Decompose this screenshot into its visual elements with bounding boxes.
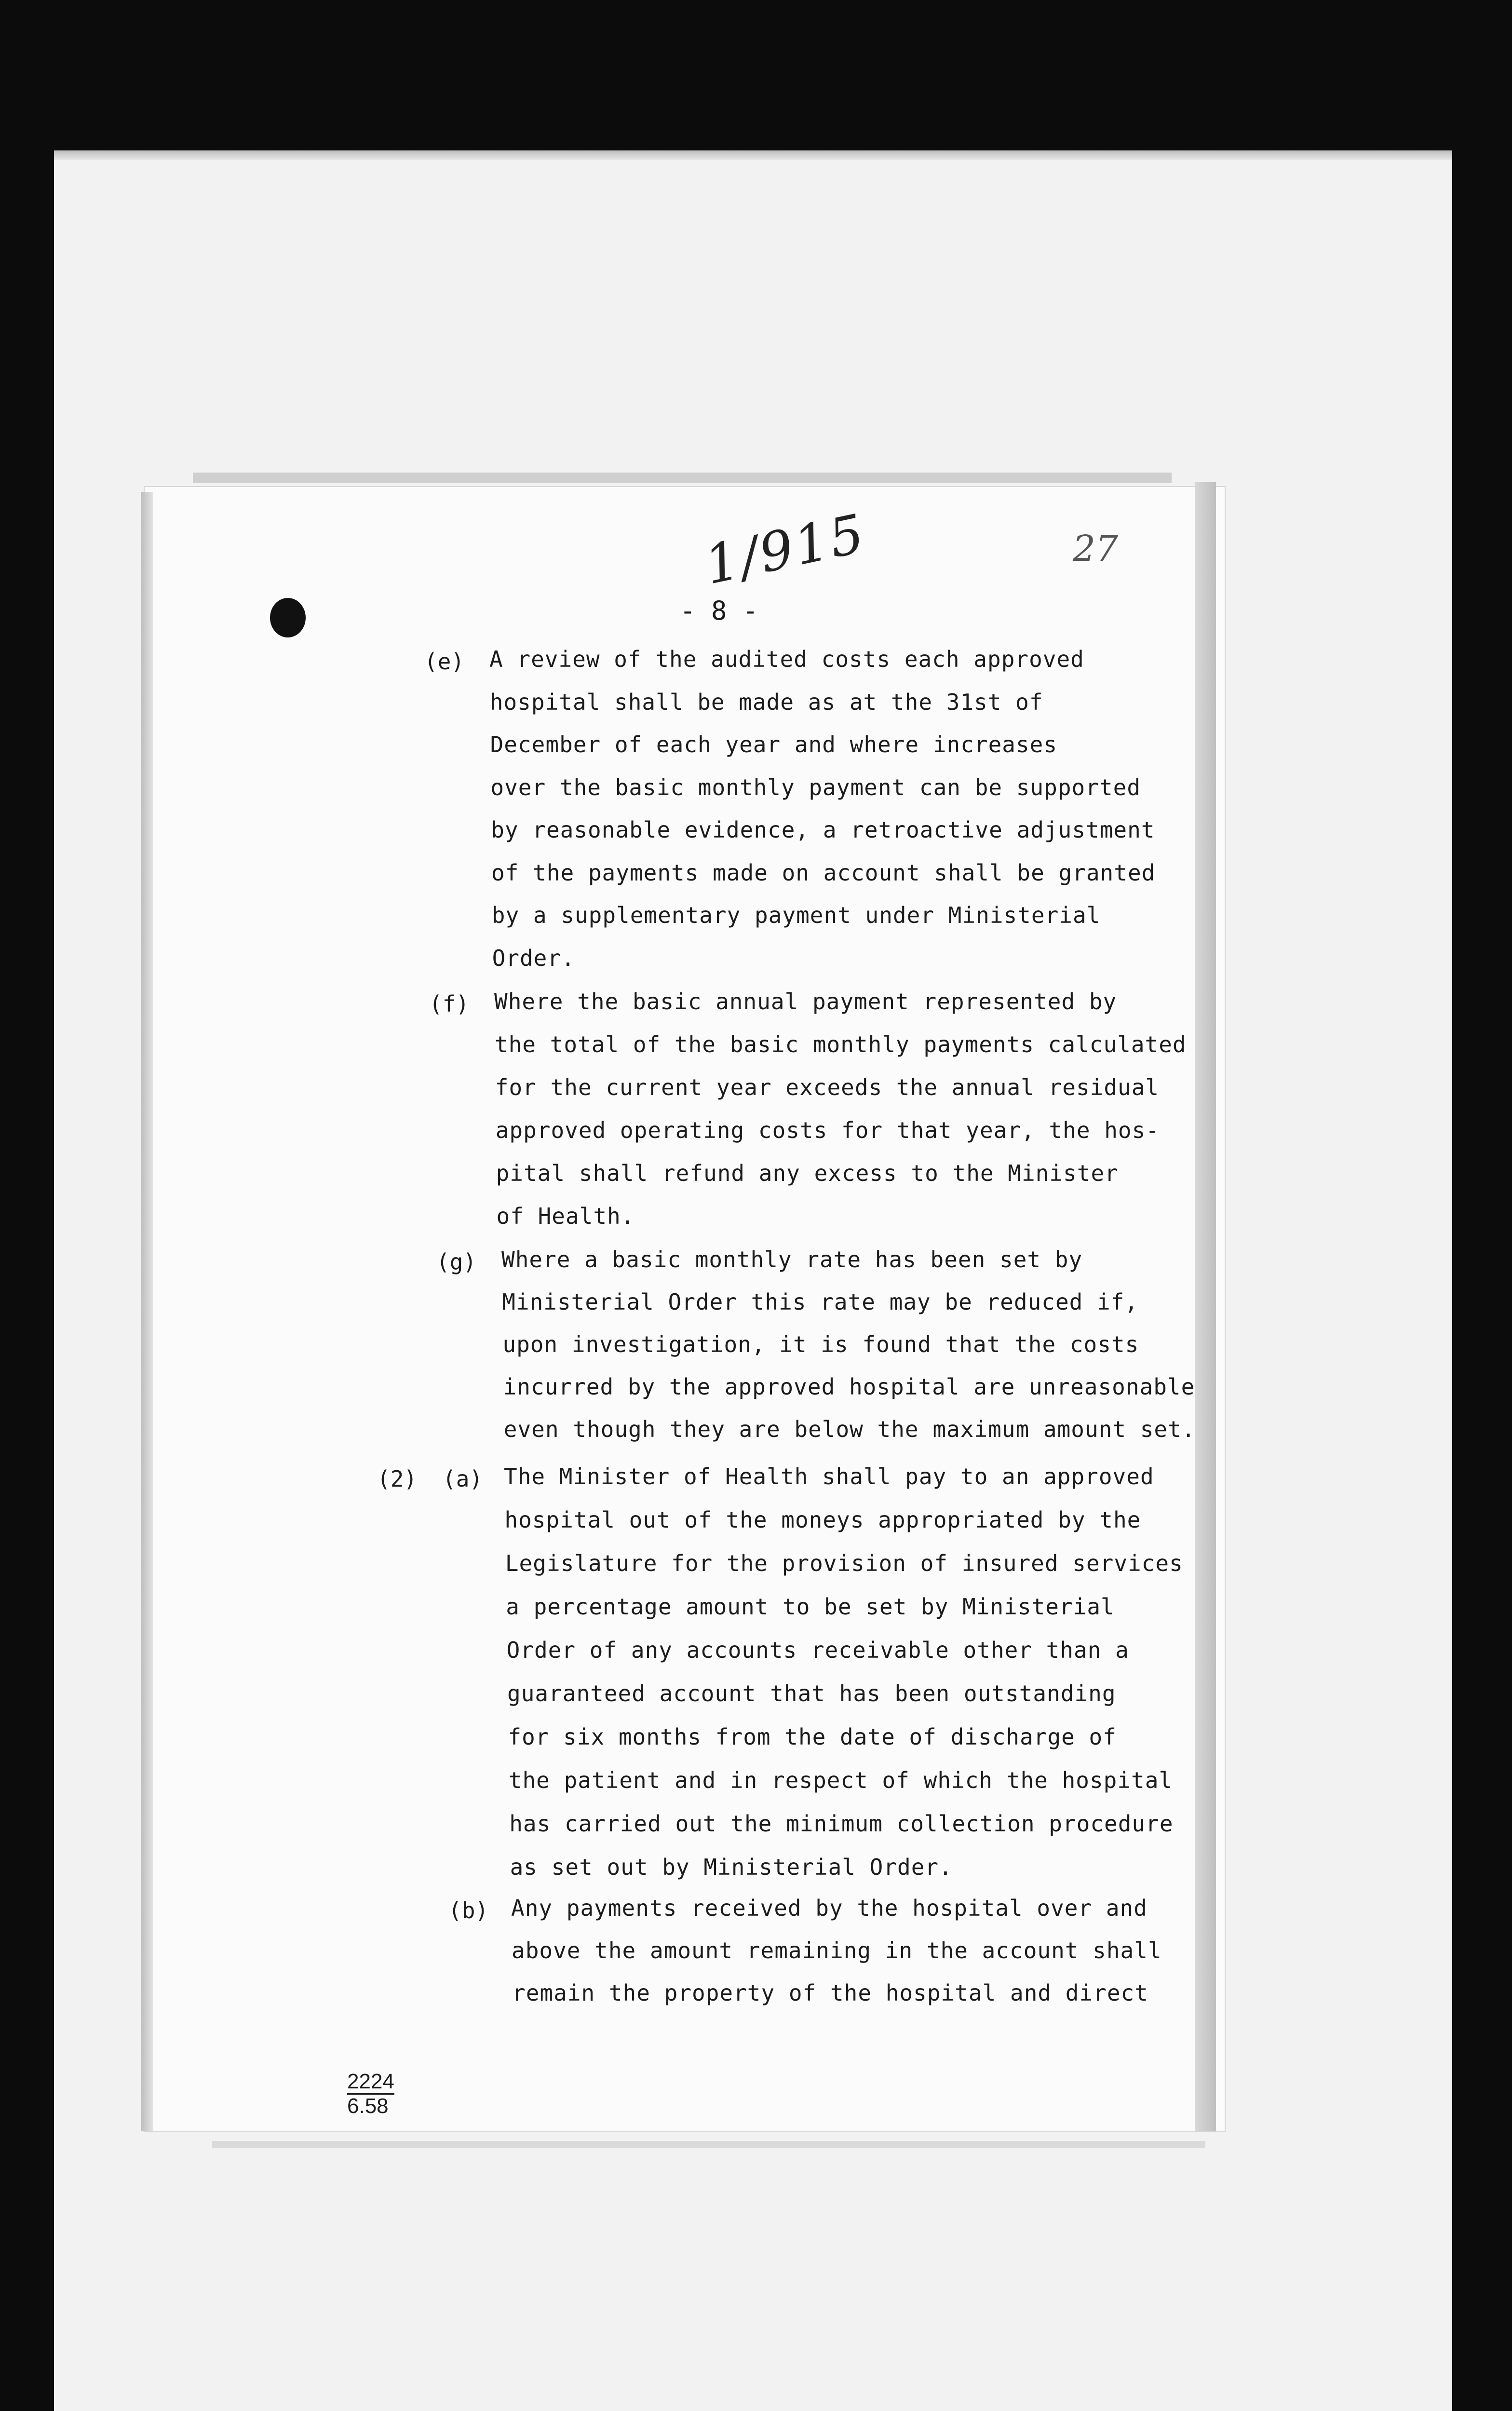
text-line: Order. [492, 945, 575, 971]
clause-label-g: (g) [436, 1249, 477, 1275]
text-line: Legislature for the provision of insured services [505, 1550, 1183, 1576]
text-line: Where the basic annual payment represented by [494, 989, 1117, 1015]
text-line: a percentage amount to be set by Ministerial [506, 1594, 1115, 1620]
text-line: above the amount remaining in the account shall [512, 1937, 1162, 1964]
text-line: for six months from the date of discharge of [508, 1724, 1117, 1750]
text-line: remain the property of the hospital and direct [512, 1980, 1148, 2006]
form-date: 6.58 [347, 2094, 389, 2118]
clause-label-b: (b) [448, 1897, 489, 1923]
text-line: has carried out the minimum collection procedure [509, 1811, 1174, 1837]
text-line: the total of the basic monthly payments calculated [494, 1031, 1187, 1057]
text-line: hospital out of the moneys appropriated by the [504, 1507, 1141, 1533]
text-line: by a supplementary payment under Ministerial [491, 902, 1101, 928]
handwritten-folio-number: 27 [1073, 528, 1119, 569]
text-line: of the payments made on account shall be granted [491, 859, 1156, 886]
text-line: incurred by the approved hospital are unreasonable [503, 1374, 1195, 1400]
clause-label-a: (a) [443, 1466, 483, 1492]
text-line: upon investigation, it is found that the costs [502, 1331, 1139, 1357]
text-line: even though they are below the maximum amount set. [503, 1416, 1196, 1442]
form-code [347, 2071, 394, 2117]
text-line: for the current year exceeds the annual residual [495, 1074, 1160, 1100]
sheet-top-edge [54, 150, 1452, 160]
clause-label-f: (f) [429, 991, 470, 1017]
text-line: pital shall refund any excess to the Minister [496, 1160, 1119, 1186]
text-line: guaranteed account that has been outstanding [507, 1680, 1116, 1707]
text-line: as set out by Ministerial Order. [510, 1854, 953, 1880]
left-frame-strip [141, 492, 153, 2131]
right-frame-strip [1195, 482, 1216, 2131]
text-line: Where a basic monthly rate has been set by [501, 1246, 1083, 1273]
text-line: of Health. [496, 1203, 635, 1229]
page-bottom-rule [212, 2141, 1205, 2148]
text-line: Ministerial Order this rate may be reduced if, [502, 1289, 1139, 1315]
text-line: the patient and in respect of which the hospital [508, 1767, 1173, 1793]
text-line: over the basic monthly payment can be supported [490, 774, 1141, 800]
text-line: Any payments received by the hospital over and [511, 1895, 1148, 1921]
punch-hole [270, 598, 306, 637]
form-number: 2224 [347, 2071, 394, 2095]
page-number: - 8 - [680, 596, 758, 626]
handwritten-reference: 1/915 [699, 502, 871, 596]
text-line: by reasonable evidence, a retroactive adjustment [491, 817, 1155, 843]
text-line: December of each year and where increases [490, 731, 1058, 758]
subsection-label-2: (2) [377, 1466, 418, 1492]
text-line: A review of the audited costs each approved [489, 646, 1084, 672]
text-line: The Minister of Health shall pay to an approved [504, 1463, 1154, 1490]
text-line: Order of any accounts receivable other than a [506, 1637, 1129, 1663]
text-line: approved operating costs for that year, the hos- [495, 1117, 1160, 1143]
clause-label-e: (e) [424, 649, 465, 675]
page-top-rule [193, 473, 1172, 483]
text-line: hospital shall be made as at the 31st of [489, 689, 1043, 715]
